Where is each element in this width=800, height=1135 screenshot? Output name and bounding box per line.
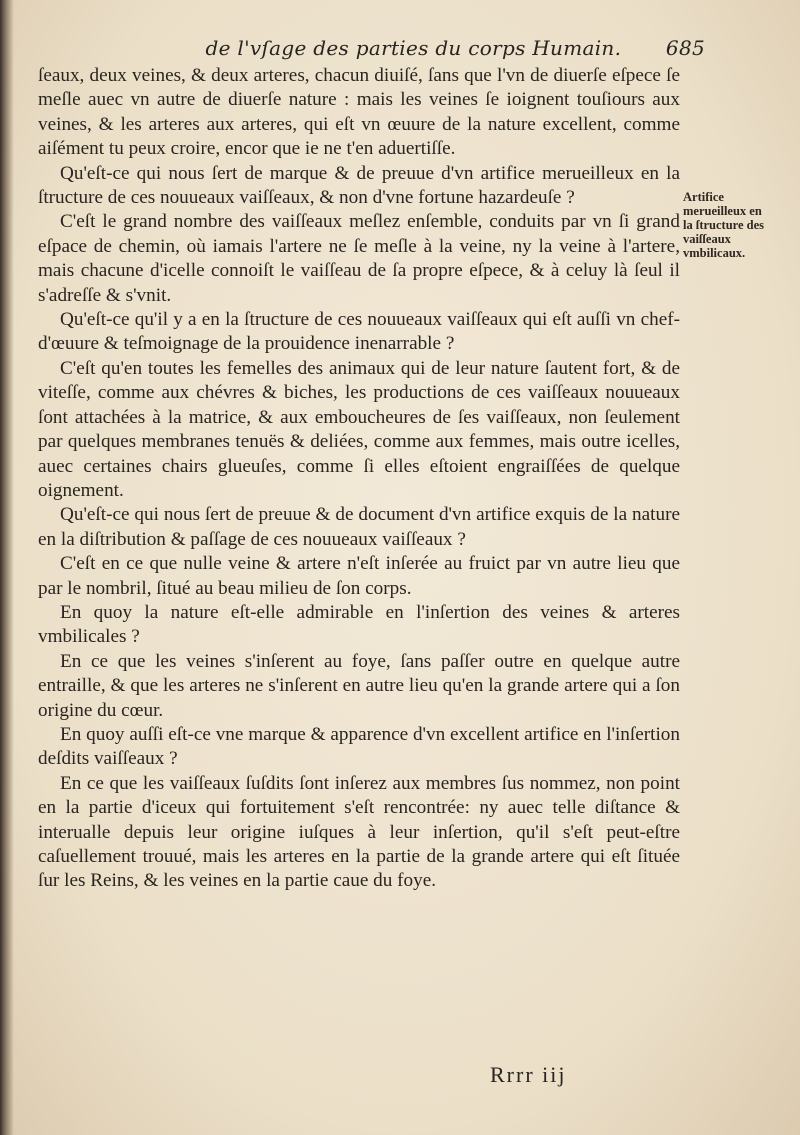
signature-mark: Rrrr iij — [490, 1062, 567, 1087]
paragraph-5: C'eſt qu'en toutes les femelles des animaux qui de leur nature ſautent fort, & de viteſſe, comme aux chévres & biches, les productions de ces vaiſſeaux nouueaux ſont attachées à la matrice, & aux emboucheures de ſes vaiſſeaux, non ſeulement par quelques membranes tenuës & deliées, comme aux femmes, mais outre icelles, auec certaines chairs glueuſes, comme ſi elles eſtoient engraiſſées de quelque oignement. — [38, 357, 680, 501]
paragraph-4: Qu'eſt-ce qu'il y a en la ſtructure de ces nouueaux vaiſſeaux qui eſt auſſi vn chef-d'œuure & teſmoignage de la prouidence inenarrable ? — [38, 309, 680, 355]
page-binding-edge — [0, 0, 14, 1135]
paragraph-2: Qu'eſt-ce qui nous ſert de marque & de preuue d'vn artifice merueilleux en la ſtructure de ces nouueaux vaiſſeaux, & non d'vne fortune hazardeuſe ? — [38, 162, 680, 209]
paragraph-1: ſeaux, deux veines, & deux arteres, chacun diuiſé, ſans que l'vn de diuerſe eſpece ſe meſle auec vn autre de diuerſe nature : mais les veines ſe ioignent touſiours aux veines, & les arteres aux arteres, qui eſt vn œuure de la nature excellent, comme aiſément tu peux croire, encor que ie ne t'en aduertiſſe. — [38, 65, 680, 160]
paragraph-7: C'eſt en ce que nulle veine & artere n'eſt inſerée au fruict par vn autre lieu que par le nombril, ſitué au beau milieu de ſon corps. — [38, 553, 680, 599]
paragraph-3: C'eſt le grand nombre des vaiſſeaux meſlez enſemble, conduits par vn ſi grand eſpace de chemin, où iamais l'artere ne ſe meſle à la veine, ny la veine à l'artere, mais chacune d'icelle connoiſt le vaiſſeau de ſa propre eſpece, & à celuy là ſeul il s'adreſſe & s'vnit. — [38, 211, 680, 306]
margin-note: Artifice merueilleux en la ſtructure des vaiſſeaux vmbilicaux. — [683, 190, 765, 260]
main-text — [38, 64, 680, 894]
running-header — [40, 36, 705, 60]
paragraph-8: En quoy la nature eſt-elle admirable en l'inſertion des veines & arteres vmbilicales ? — [38, 601, 680, 648]
page-number: 685 — [665, 36, 705, 60]
paragraph-6: Qu'eſt-ce qui nous ſert de preuue & de document d'vn artifice exquis de la nature en la diſtribution & paſſage de ces nouueaux vaiſſeaux ? — [38, 504, 680, 550]
paragraph-11: En ce que les vaiſſeaux ſuſdits ſont inſerez aux membres ſus nommez, non point en la partie d'iceux qui fortuitement s'eſt rencontrée: ny auec telle diſtance & interualle depuis leur origine iuſques à leur inſertion, qu'il s'eſt peut-eſtre caſuellement trouué, mais les arteres en la partie de la grande artere qui eſt ſituée ſur les Reins, & les veines en la partie caue du foye. — [38, 772, 680, 892]
paragraph-10: En quoy auſſi eſt-ce vne marque & apparence d'vn excellent artifice en l'inſertion deſdits vaiſſeaux ? — [38, 723, 680, 770]
running-title: de l'vſage des parties du corps Humain. — [205, 36, 622, 60]
paragraph-9: En ce que les veines s'inſerent au foye, ſans paſſer outre en quelque autre entraille, & que les arteres ne s'inſerent en autre lieu qu'en la grande artere qui a ſon origine du cœur. — [38, 650, 680, 721]
